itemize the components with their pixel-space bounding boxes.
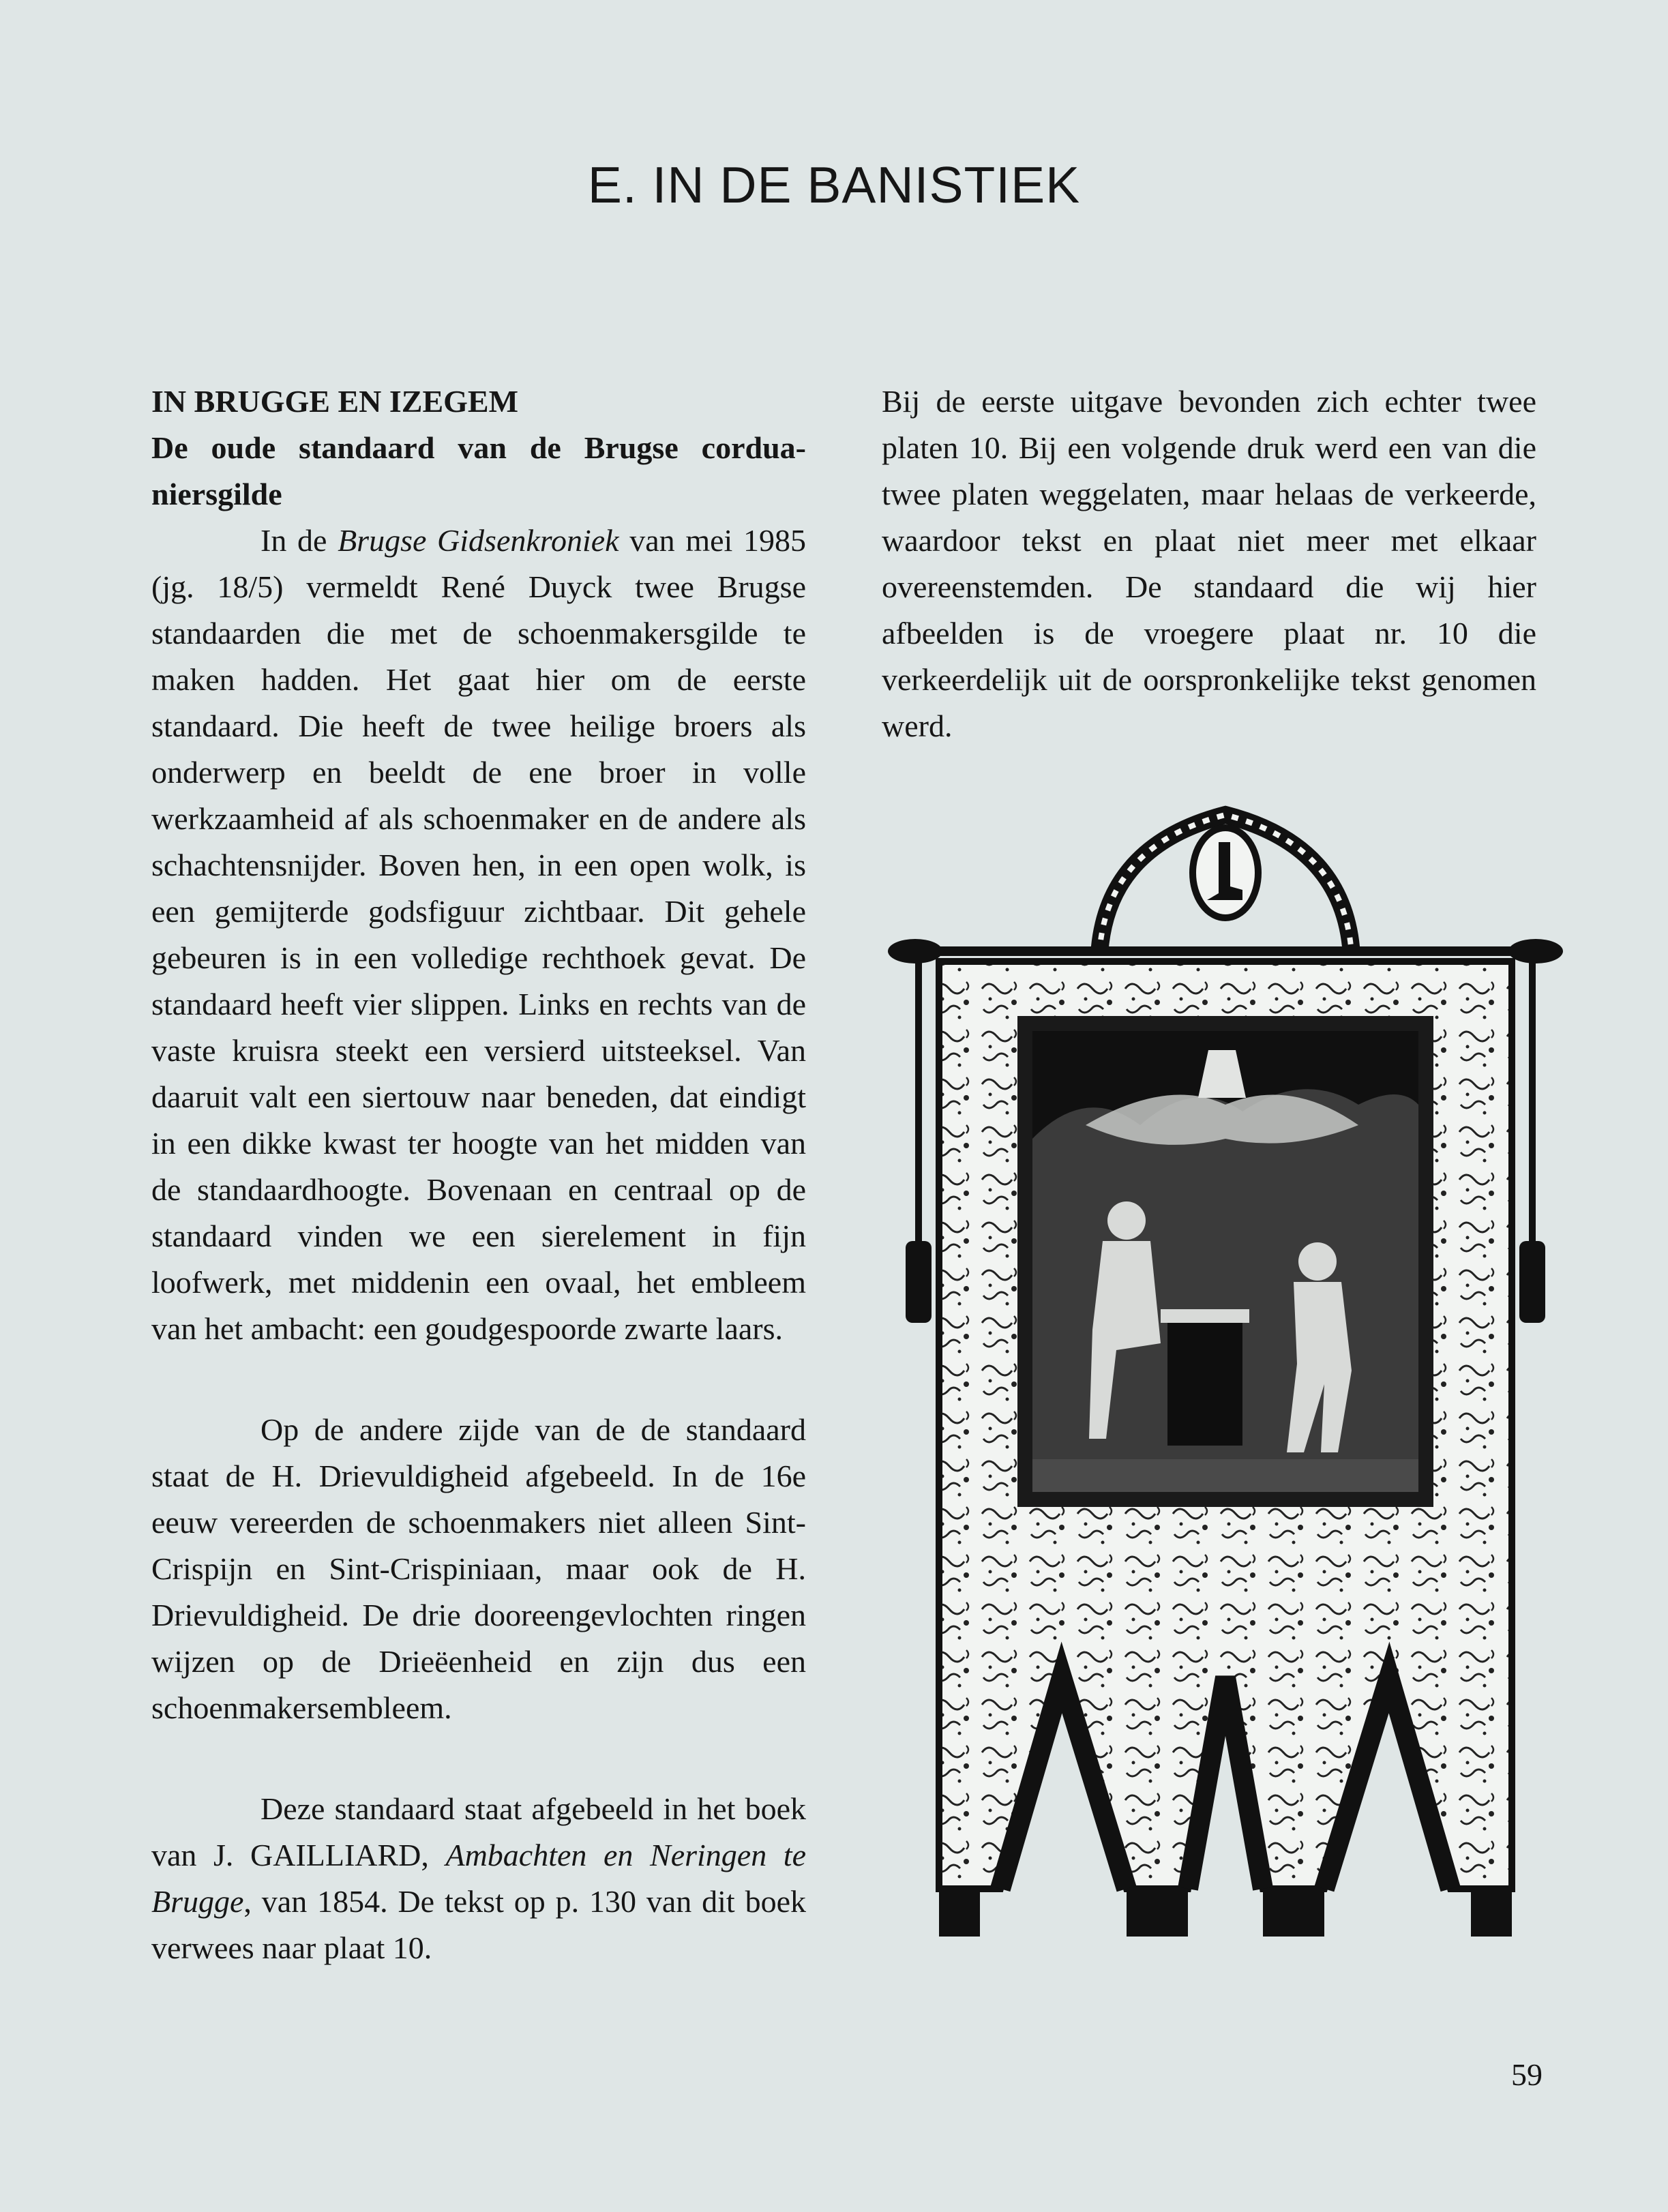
paragraph-1-italic: Brugse Gidsenkroniek	[338, 523, 619, 558]
paragraph-3-start: Deze standaard staat afgebeeld in het boek van J. GAILLIARD,	[151, 1791, 806, 1872]
fringe	[939, 1889, 1512, 1937]
paragraph-3-italic: Ambachten en Neringen te Brugge	[151, 1838, 806, 1919]
paragraph-3	[151, 1786, 806, 1971]
right-column	[882, 378, 1536, 749]
page-title: E. IN DE BANISTIEK	[587, 156, 1081, 213]
right-cord	[1519, 958, 1545, 1323]
section-heading: IN BRUGGE EN IZEGEM	[151, 384, 519, 419]
guild-banner-illustration	[881, 784, 1570, 1943]
paragraph-right: Bij de eerste uitgave bevonden zich echter twee platen 10. Bij een volgende druk werd een van die twee platen weggelaten, maar helaas de verkeerde, waardoor tekst en plaat niet meer met elkaar overeenstemden. De standaard die wij hier afbeelden is de vroegere plaat nr. 10 die verkeerdelijk uit de oorspronkelijke tekst genomen werd.	[882, 384, 1536, 743]
paragraph-3-rest: , van 1854. De tekst op p. 130 van dit boek verwees naar plaat 10.	[151, 1884, 806, 1965]
central-scene	[1017, 1016, 1433, 1507]
paragraph-2: Op de andere zijde van de de standaard staat de H. Drievuldigheid afgebeeld. In de 16e eeuw vereerden de schoenmakers niet alleen Sint-Crispijn en Sint-Crispiniaan, maar ook de H. Drievuldigheid. De drie dooreengevlochten ringen wijzen op de Drieëenheid en zijn dus een schoenmakersembleem.	[151, 1412, 806, 1725]
sub-heading: De oude standaard van de Brugse corduaniersgilde	[151, 430, 806, 511]
paragraph-1-start: In de	[260, 523, 338, 558]
paragraph-1-rest: van mei 1985 (jg. 18/5) vermeldt René Duyck twee Brugse standaarden die met de schoenmakersgilde te maken hadden. Het gaat hier om de eerste standaard. Die heeft de twee heilige broers als onderwerp en beeldt de ene broer in volle werkzaamheid af als schoenmaker en de andere als schachtensnijder. Boven hen, in een open wolk, is een gemijterde godsfiguur zichtbaar. Dit gehele gebeuren is in een volledige rechthoek gevat. De standaard heeft vier slippen. Links en rechts van de vaste kruisra steekt een versierd uitsteeksel. Van daaruit valt een siertouw naar beneden, dat eindigt in een dikke kwast ter hoogte van het midden van de standaardhoogte. Bovenaan en centraal op de standaard vinden we een sierelement in fijn loofwerk, met middenin een ovaal, het embleem van het ambacht: een goudgespoorde zwarte laars.	[151, 523, 806, 1346]
page-number: 59	[1511, 2057, 1543, 2092]
left-column	[151, 378, 806, 1971]
left-cord	[906, 958, 932, 1323]
crest-ornament	[1099, 815, 1352, 955]
paragraph-1	[151, 518, 806, 1352]
